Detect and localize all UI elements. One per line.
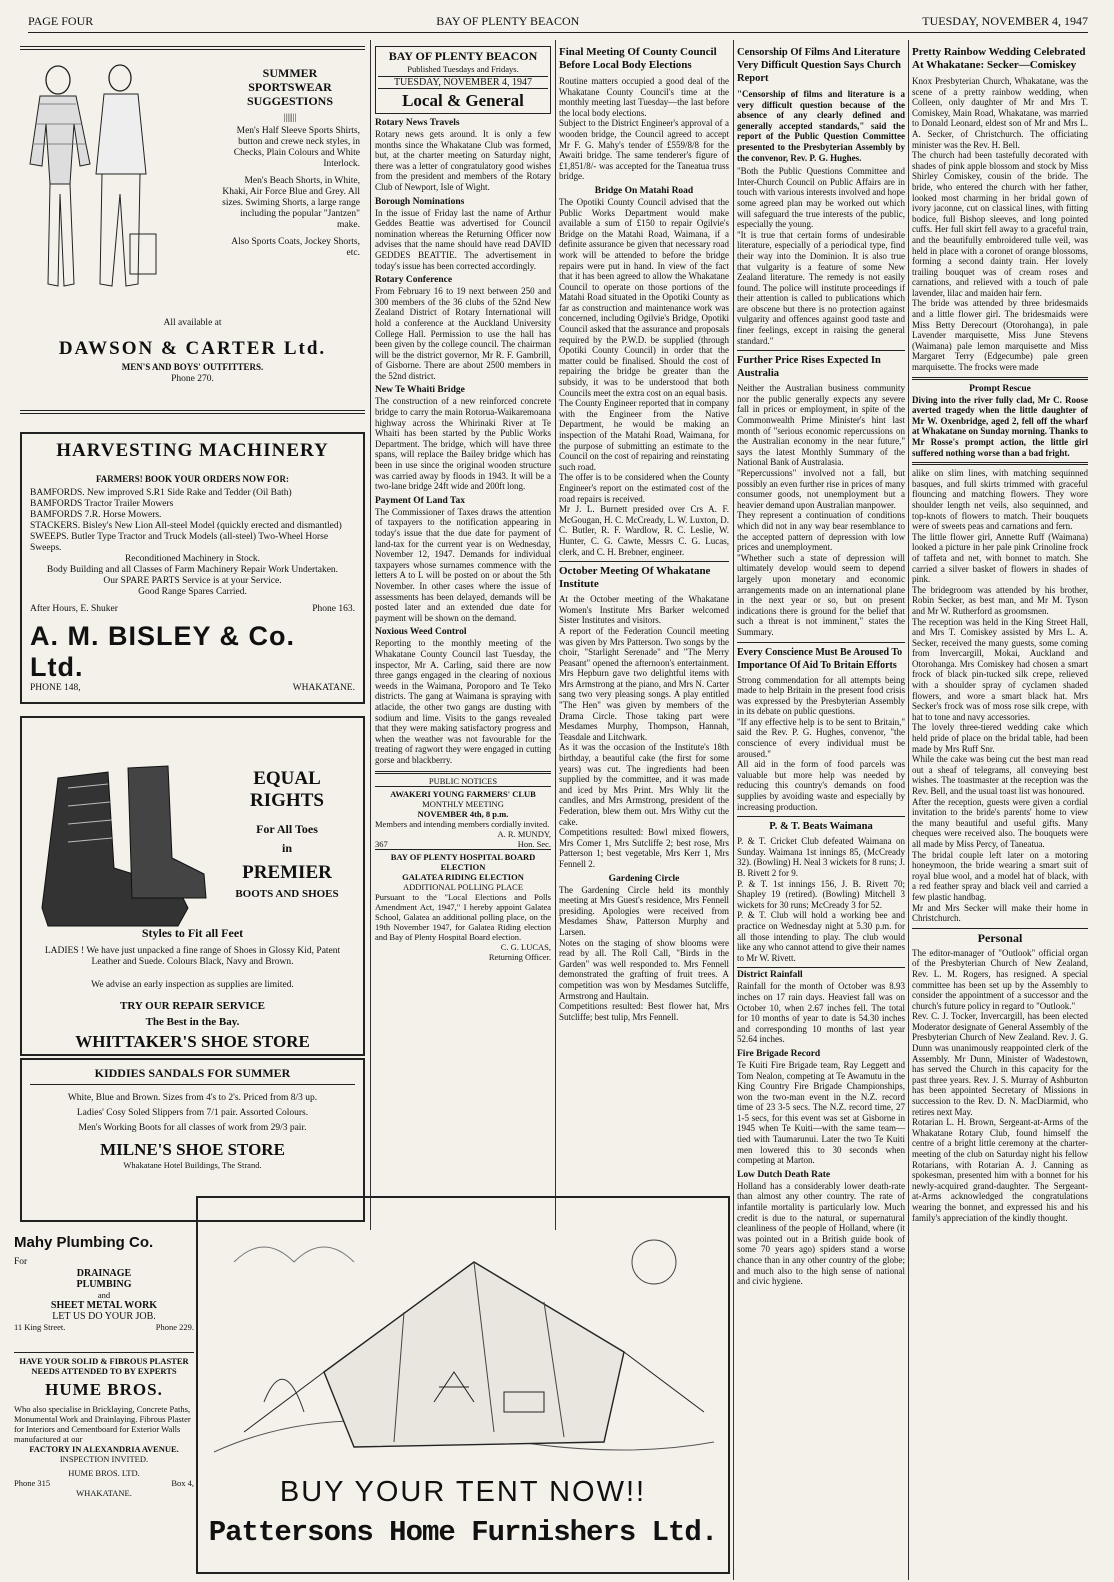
prices-r1: Neither the Australian business community nor the public generally expects any severe fall in prices or employment, in spite of the Commonwealth Prime Minister's hint last month of "serious economic repercussions on the Australian economy in the near future," says the latest Monthly Summary of the National Bank of Australasia. bbox=[737, 383, 905, 468]
institute-q3: As it was the occasion of the Institute's 18th birthday, a beautiful cake (the first for some years) was cut. The ingredients had been supplied by the committee, and it was made and iced by Mrs Print. Mrs Whly lit the candles, and Mrs Armstrong, president of the Federation, blew them out. Mrs Withy cut the cake. bbox=[559, 742, 729, 827]
notice-when: NOVEMBER 4th, 8 p.m. bbox=[417, 809, 509, 820]
bisley-phone: Phone 163. bbox=[312, 604, 355, 614]
bisley-line-9: Good Range Spares Carried. bbox=[138, 587, 247, 597]
notice-club: AWAKERI YOUNG FARMERS' CLUB bbox=[375, 786, 551, 799]
county-p4: The County Engineer reported that in company with the Engineer from the Native Department, he would be making an inspection of the Matahi Road, Waimana, for the purpose of submitting an estimate to the Council on the cost of repairing and reinstating such road. bbox=[559, 398, 729, 472]
fire-sub: Fire Brigade Record bbox=[737, 1048, 821, 1059]
mahy-plumbing: PLUMBING bbox=[76, 1279, 132, 1290]
rainfall-text: Rainfall for the month of October was 8.93 inches on 17 rain days. Heaviest fall was on October 10, when 2.67 inches fell. The total for 10 months of year to date is 54.30 inches and corresponding 10 months of last year 52.64 inches. bbox=[737, 981, 905, 1045]
item-text: The construction of a new reinforced concrete bridge to carry the main Rotorua-Waikaremoana highway across the Whirinaki River at Te Whaiti has been started by the Public Works Department. The bridge, which will have three spans, will replace the Bailey bridge which has been in use since the original wooden structure was carried away by floods in 1943. It will be a two-lane bridge 24ft wide and 200ft long. bbox=[375, 396, 551, 492]
censor-p2: "It is true that certain forms of undesirable literature, especially of a periodical type, find their way into the Dominion. It is also true that vulgarity is a feature of some New Zealand literature. The remedy is not easily found. The police will institute proceedings if their attention is called to publications which are obscene but there is no protection against vulgarity and offences against good taste and finer feelings, except in raising the general standard." bbox=[737, 229, 905, 346]
public-notices-heading: PUBLIC NOTICES bbox=[375, 771, 551, 786]
wedding-p11: The bridal couple left later on a motoring honeymoon, the bride wearing a smart suit of royal blue wool, and a model hat of black, with a red feather spray and black veil and carried a few plastic handbag. bbox=[912, 849, 1088, 902]
boots-illustration bbox=[28, 758, 208, 948]
conscience-s1: Strong commendation for all attempts being made to help Britain in the present food crisis was expressed by the Presbyterian Assembly in its debate on public questions. bbox=[737, 674, 905, 717]
institute-q2: A report of the Federation Council meeting was given by Mrs Patterson. Two songs by the choir, "Starlight Serenade" and "The Merry Peasant" opened the afternoon's entertainment. Mrs Hepburn gave two delightful items with Mrs Armstrong at the piano, and Mrs N. Carter sang two very pleasing songs. A play entitled "The Hen" was given by members of the Drama Circle. Those taking part were Mesdames Murphy, Thompson, Hannah, Teasdale and Litchwark. bbox=[559, 625, 729, 742]
wedding-p10: After the reception, guests were given a cordial invitation to the bride's parents' home to view the many beautiful and useful gifts. Many cheques were received also. The bouquets were all made by Miss Percy, of Taneatua. bbox=[912, 796, 1088, 849]
item-heading: New Te Whaiti Bridge bbox=[375, 385, 465, 396]
hume-body: Who also specialise in Bricklaying, Concrete Paths, Monumental Work and Drainlaying. Fibrous Plaster for Interiors and Cementboard for Exterior Walls manufactured at our bbox=[14, 1404, 191, 1444]
dawson-coats: Also Sports Coats, Jockey Shorts, etc. bbox=[231, 237, 360, 258]
mahy-drainage: DRAINAGE bbox=[76, 1268, 132, 1279]
whittaker-repair: TRY OUR REPAIR SERVICE bbox=[120, 1000, 265, 1012]
county-sub-bridge: Bridge On Matahi Road bbox=[594, 185, 694, 196]
pattersons-firm: Pattersons Home Furnishers Ltd. bbox=[208, 1516, 718, 1549]
mahy-job: LET US DO YOUR JOB. bbox=[52, 1311, 156, 1322]
dawson-shorts: Men's Beach Shorts, in White, Khaki, Air Force Blue and Grey. All sizes. Swiming Shorts, a large range including the popular "Jantzen" make. bbox=[222, 176, 360, 230]
item-heading: Rotary News Travels bbox=[375, 118, 460, 128]
whittaker-firm: WHITTAKER'S SHOE STORE bbox=[75, 1032, 310, 1051]
mahy-phone: Phone 229. bbox=[155, 1322, 194, 1332]
personal-heading: Personal bbox=[912, 928, 1088, 945]
hume-phone: Phone 315 bbox=[14, 1478, 51, 1488]
milne-line-3: Men's Working Boots for all classes of work from 29/3 pair. bbox=[78, 1123, 307, 1133]
institute-title: October Meeting Of Whakatane Institute bbox=[559, 561, 729, 591]
notice-lucas: C. G. LUCAS, bbox=[500, 942, 551, 953]
notice-sec: Hon. Sec. bbox=[517, 839, 551, 850]
item-text: The Commissioner of Taxes draws the attention of taxpayers to the notification appearing in today's issue that the due date for payment of land-tax for the current year is on Wednesday, November 12, 1947. Demands for individual taxpayers whose surnames commence with the letters A to L will be posted on or about the 5th November. In other cases where the issue of assessments has been delayed, demands will be posted later and an extended due date for payment will be shown on the demand. bbox=[375, 506, 551, 623]
mahy-and: and bbox=[97, 1290, 111, 1300]
county-p3: The Opotiki County Council advised that the Public Works Department would make available a sum of £150 to repair Ogilvie's Bridge on the Matahi Road, Waimana, if a definite assurance be given that necessary road work will be attended to before the bridge repairs were put in hand. In view of the fact that it has been agreed to allow the Whakatane Council to operate on those portions of the Matahi Road situated in the Opotiki County as far as construction and maintenance work was concerned, including Ogilvie's Bridge, Opotiki Council asked that the assurance and proposals required by the P.W.D. be supplied (through Opotiki County Council) in order that the matter could be finalised. Should the cost of repairing the bridge be greater than the subsidy, it was to be understood that both Councils meet the extra cost on an equal basis. bbox=[559, 196, 729, 398]
ad-hume bbox=[14, 1352, 194, 1579]
fire-text: Te Kuiti Fire Brigade team, Ray Leggett and Tom Nealon, competing at Te Awamutu in the King Country Fire Brigade Championships, won the two-man event in the N.Z. record time of 23 3-5 secs. The N.Z. record time, 27 1-5 secs, for this event was set at Gisborne in 1945 when Te Kuiti—with the same team—tied with Taumarunui. Later the two Te Kuiti men lowered this to 30 seconds when competing at Marton. bbox=[737, 1059, 905, 1166]
column-county-council bbox=[559, 46, 729, 1192]
bisley-line-6: Reconditioned Machinery in Stock. bbox=[124, 554, 261, 564]
conscience-s2: "If any effective help is to be sent to Britain," said the Rev. P. G. Hughes, convenor, "the conscience of every individual must be aroused." bbox=[737, 716, 905, 759]
milne-heading: KIDDIES SANDALS FOR SUMMER bbox=[30, 1066, 355, 1085]
milne-line-1: White, Blue and Brown. Sizes from 4's to 2's. Priced from 8/3 up. bbox=[67, 1093, 318, 1103]
institute-q1: At the October meeting of the Whakatane Women's Institute Mrs Barker welcomed Sister Institutes and visitors. bbox=[559, 594, 729, 626]
milne-firm: MILNE'S SHOE STORE bbox=[100, 1140, 285, 1159]
hume-heading: HAVE YOUR SOLID & FIBROUS PLASTER NEEDS ATTENDED TO BY EXPERTS bbox=[19, 1356, 189, 1376]
wedding-p5: The little flower girl, Annette Ruff (Waimana) looked a picture in her pale pink Crinoline frock of taffeta and net, with bonnet to match. She carried a silver basket of flowers in shades of pink. bbox=[912, 531, 1088, 585]
gardening-q7: Competitions resulted: Best flower hat, Mrs Sutcliffe; best tulip, Mrs Fennell. bbox=[559, 1001, 729, 1022]
bisley-heading: HARVESTING MACHINERY bbox=[56, 440, 329, 461]
cricket-title: P. & T. Beats Waimana bbox=[737, 816, 905, 833]
mahy-for: For bbox=[14, 1257, 28, 1267]
dawson-heading: SUMMER SPORTSWEAR SUGGESTIONS bbox=[246, 66, 334, 108]
dutch-sub: Low Dutch Death Rate bbox=[737, 1169, 831, 1180]
tent-illustration bbox=[204, 1202, 720, 1472]
rescue-text: Diving into the river fully clad, Mr C. Roose averted tragedy when the little daughter of Mr W. Oxenbridge, aged 2, fell off the wharf at Whakatane on Sunday morning. Thanks to Mr Rosse's prompt action, the little girl suffered nothing worse than a bad fright. bbox=[912, 394, 1088, 458]
bisley-line-1: BAMFORDS. New improved S.R1 Side Rake and Tedder (Oil Bath) bbox=[30, 488, 292, 498]
dawson-tag: MEN'S AND BOYS' OUTFITTERS. bbox=[121, 362, 264, 372]
wedding-p6: The bridegroom was attended by his brother, Robin Secker, as best man, and Mr M. Tyson and Mr W. Rutherford as groomsmen. bbox=[912, 584, 1088, 616]
prices-r2: "Repercussions" involved not a fall, but possibly an even further rise in prices of many consumer goods, not unemployment but a heavier demand upon Australian manpower. bbox=[737, 468, 905, 510]
wedding-p3: The bride was attended by three bridesmaids and a little flower girl. The bridesmaids were Miss Betty Derecourt (Otorohanga), in pale Lavender marquisette, Miss June Stevens (Waimana) pale lemon marquisette and Miss Margaret Terry (Edgecumbe) pale green marquisette. The frocks were made bbox=[912, 298, 1088, 373]
bisley-after-hours: After Hours, E. Shuker bbox=[30, 604, 118, 614]
beacon-published: Published Tuesdays and Fridays. bbox=[407, 64, 519, 74]
newspaper-name: BAY OF PLENTY BEACON bbox=[436, 14, 580, 28]
column-censorship bbox=[737, 46, 905, 1576]
prices-r3: They represent a continuation of conditions which did not in any way bear resemblance to the accepted pattern of depression with low prices and unemployment. bbox=[737, 510, 905, 553]
ad-mahy bbox=[14, 1234, 194, 1346]
bisley-line-5: SWEEPS. Butler Type Tractor and Truck Models (all-steel) Two-Wheel Horse Sweeps. bbox=[30, 532, 329, 553]
cricket-t1: P. & T. Cricket Club defeated Waimana on Sunday. Waimana 1st innings 85, (McCready 32). (Bowling) H. Neal 3 wickets for 8 runs; J. B. Rivett 2 for 9. bbox=[737, 836, 905, 878]
notice-number: 367 bbox=[375, 839, 388, 850]
milne-line-2: Ladies' Cosy Soled Slippers from 7/1 pair. Assorted Colours. bbox=[76, 1108, 309, 1118]
bisley-phone-2: PHONE 148, bbox=[30, 683, 81, 693]
item-heading: Payment Of Land Tax bbox=[375, 495, 466, 506]
pattersons-tent: BUY YOUR TENT NOW!! bbox=[279, 1476, 647, 1508]
county-p1: Routine matters occupied a good deal of the Whakatane County Council's time at the monthly meeting last Tuesday—the last before the local body elections. bbox=[559, 76, 729, 118]
prices-r4: "Whether such a state of depression will ultimately develop would seem to depend largely upon monetary and economic arrangements made on an international plane in the next year or so, but on present indications there is ground for the belief that such a threat is not imminent," states the Summary. bbox=[737, 552, 905, 637]
dawson-firm: DAWSON & CARTER Ltd. bbox=[58, 338, 327, 359]
wedding-p12: Mr and Mrs Secker will make their home in Christchurch. bbox=[912, 902, 1088, 924]
beacon-date: TUESDAY, NOVEMBER 4, 1947 bbox=[378, 76, 548, 89]
dawson-shirts: Men's Half Sleeve Sports Shirts, button and crewe neck styles, in Checks, Plain Colours and White Interlock. bbox=[233, 126, 360, 169]
item-text: From February 16 to 19 next between 250 and 300 members of the 36 clubs of the 52nd New Zealand District of Rotary International will hold a conference at the Auckland University College Hall. Permission to use the hall has been given by the college council. The chairman will be the district governor, Mr R. F. Gambrill, of Gisborne. There are about 2500 members in the 52nd district. bbox=[375, 286, 551, 381]
hume-firm: HUME BROS. bbox=[45, 1380, 163, 1399]
hume-factory: FACTORY IN ALEXANDRIA AVENUE. bbox=[29, 1444, 179, 1454]
mahy-sheet-metal: SHEET METAL WORK bbox=[50, 1300, 158, 1311]
mahy-firm: Mahy Plumbing Co. bbox=[14, 1234, 154, 1251]
hume-ltd: HUME BROS. LTD. bbox=[68, 1468, 140, 1478]
whittaker-rights: RIGHTS bbox=[250, 790, 324, 811]
bisley-line-4: STACKERS. Bisley's New Lion All-steel Model (quickly erected and dismantled) bbox=[30, 521, 342, 531]
personal-v3: Rotarian L. H. Brown, Sergeant-at-Arms of the Whakatane Rotary Club, found himself the centre of a bright little ceremony at the charter-meeting of the club on Saturday night his fellow Rotarians, with Rotarian A. J. Canning as spokesman, presented him with a bonnet for his newly-acquired grand-daughter. The Sergeant-at-Arms acknowledged the congratulations wearing the bonnet, and expressed his and his family's appreciation of the kindly thought. bbox=[912, 1117, 1088, 1223]
wedding-title: Pretty Rainbow Wedding Celebrated At Whakatane: Secker—Comiskey bbox=[912, 46, 1086, 71]
page-number: PAGE FOUR bbox=[28, 14, 94, 28]
whittaker-styles: Styles to Fit all Feet bbox=[141, 926, 244, 940]
rainfall-sub: District Rainfall bbox=[737, 967, 905, 980]
prices-title: Further Price Rises Expected In Australia bbox=[737, 350, 905, 380]
institute-q4: Competitions resulted: Bowl mixed flowers, Mrs Comer 1, Mrs Sutcliffe 2; best rose, Mrs Patterson 1; best vegetable, Mrs Kerr 1, Mrs Fennell 2. bbox=[559, 827, 729, 869]
gardening-sub: Gardening Circle bbox=[608, 873, 680, 884]
column-wedding bbox=[912, 46, 1088, 1576]
issue-date: TUESDAY, NOVEMBER 4, 1947 bbox=[922, 14, 1088, 28]
ad-whittaker bbox=[20, 716, 365, 1056]
notice-board: BAY OF PLENTY HOSPITAL BOARD ELECTION bbox=[375, 849, 551, 872]
county-p5: The offer is to be considered when the County Engineer's report on the estimated cost of the road repairs is received. bbox=[559, 472, 729, 504]
bisley-line-3: BAMFORDS 7.R. Horse Mowers. bbox=[30, 510, 162, 520]
censor-lead: "Censorship of films and literature is a very difficult question because of the absence of any clearly defined and generally accepted standards," said the report of the Public Question Committee presented to the Presbyterian Assembly by the convenor, Rev. P. G. Hughes. bbox=[737, 89, 905, 163]
item-text: Reporting to the monthly meeting of the Whakatane County Council last Tuesday, the inspector, Mr A. Carling, said there are now three gangs engaged in the clearing of noxious weeds in the Waimana, Poroporo and Te Teko districts. The gang at Waimana is spraying with atlacide, the other two gangs are dusting with sodium and lime. Visits to the gangs revealed that they were making satisfactory progress and when the weather was not favourable for the treating of ragwort they were engaged in cutting gorse and blackberry. bbox=[375, 638, 551, 765]
whittaker-toes: For All Toes bbox=[256, 822, 318, 836]
wedding-p9: While the cake was being cut the best man read out a sheaf of telegrams, all conveying best wishes. The toastmaster at the reception was the Rev. Bell, and the usual toast list was honoured. bbox=[912, 754, 1088, 796]
ad-pattersons bbox=[196, 1196, 730, 1574]
censor-p1: "Both the Public Questions Committee and Inter-Church Council on Public Affairs are in touch with various interests involved and hope some agreed plan may be worked out which will safeguard the true interests of the public, especially the young. bbox=[737, 166, 905, 230]
notice-sign: A. R. MUNDY, bbox=[497, 829, 551, 840]
rescue-heading: Prompt Rescue bbox=[969, 383, 1031, 394]
censor-title: Censorship Of Films And Literature Very Difficult Question Says Church Report bbox=[737, 47, 901, 84]
bisley-firm: A. M. BISLEY & Co. Ltd. bbox=[30, 621, 296, 682]
notice-monthly: MONTHLY MEETING bbox=[422, 799, 504, 810]
item-text: Rotary news gets around. It is only a few months since the Whakatane Club was formed, but, at the charter meeting on Saturday night, there was a letter of congratulatory good wishes from the president and members of the Rotary Club of Newport, Isle of Wight. bbox=[375, 129, 551, 192]
beacon-title: BAY OF PLENTY BEACON bbox=[388, 49, 538, 63]
conscience-s3: All aid in the form of food parcels was valuable but more help was needed by reducing this country's demands on food supplies by avoiding waste and especially by increasing production. bbox=[737, 759, 905, 812]
whittaker-ladies: LADIES ! We have just unpacked a fine range of Shoes in Glossy Kid, Patent Leather and Suede. Colours Black, Navy and Brown. bbox=[44, 946, 341, 967]
dutch-text: Holland has a considerably lower death-rate than almost any other country. The rate of infantile mortality is particularly low. Much credit is due to the natural, or supernatural cleanliness of the people of Holland, where (it was pointed out in a British guide book of some 70 years ago) spiders stand a worse chance than in any other country of the globe; and much also to the high sense of national and civic hygiene. bbox=[737, 1180, 905, 1287]
whittaker-in: in bbox=[281, 841, 292, 855]
hume-box: Box 4, bbox=[171, 1478, 194, 1488]
notice-invite: Members and intending members cordially invited. bbox=[375, 819, 550, 830]
county-p2: Subject to the District Engineer's approval of a wooden bridge, the Council agreed to accept Mr F. G. Mahy's tender of £559/8/8 for the Awaiti bridge. The same tenderer's figure of £1,851/8/- was accepted for the Taneatua truss bridge. bbox=[559, 118, 729, 182]
gardening-q5: The Gardening Circle held its monthly meeting at Mrs Guest's residence, Mrs Fennell presiding. Apologies were received from Mesdames Shaw, Patterson Murphy and Larsen. bbox=[559, 884, 729, 937]
wedding-p4: alike on slim lines, with matching sequinned basques, and full skirts trimmed with graceful flouncing and matching flowers. They wore shoulder length net veils, also sequinned, and top-knots of flowers to match. Their bouquets were of sweets peas and carnations and fern. bbox=[912, 468, 1088, 532]
whittaker-boots: BOOTS AND SHOES bbox=[235, 888, 339, 900]
whittaker-equal: EQUAL bbox=[253, 768, 321, 789]
notice-additional: ADDITIONAL POLLING PLACE bbox=[402, 882, 524, 893]
hume-invite: INSPECTION INVITED. bbox=[59, 1454, 149, 1464]
personal-v1: The editor-manager of "Outlook" official organ of the Presbyterian Church of New Zealand, Rev. L. M. Rogers, has resigned. A special committee has been set up by the Assembly to consider the appointment of a successor and the church's future policy in regard to "Outlook." bbox=[912, 947, 1088, 1011]
item-heading: Rotary Conference bbox=[375, 275, 453, 286]
personal-v2: Rev. C. J. Tocker, Invercargill, has been elected Moderator designate of General Assembly of the Presbyterian Church of New Zealand. Rev. J. G. Dunn was unanimously reappointed clerk of the Assembly. Mr Dunn, Minister of Wadestown, has served the Church in this capacity for the past three years. Rev. J. S. Murray of Ashburton has been appointed Secretary of Missions in succession to the Rev. D. N. MacDiarmid, who retires next May. bbox=[912, 1011, 1088, 1117]
sportswear-illustration bbox=[20, 54, 170, 304]
gardening-q6: Notes on the staging of show blooms were read by all. The Roll Call, "Birds in the Garden" was well responded to. Mrs Fennell demonstrated the grafting of fruit trees. A competition was won by Mesdames Sutcliffe, Armstrong and Haultain. bbox=[559, 937, 729, 1001]
wedding-p2: The church had been tastefully decorated with shades of pink apple blossom and stock by Miss Shirley Comiskey, cousin of the bride. The bride, who entered the church with her father, looked most charming in her bridal gown of ivory jaconne, cut on classical lines, with fitting bodice, full Bishop sleeves, and long pointed cuffs. Her full skirt fell away to a graceful train, and the beautifully embroidered tulle veil, was held in place with a coronet of orange blossoms, forming a second dainty train. Her lovely trailing bouquet was of cream roses and carnations, and relieved with a touch of pale lavender, lilac and maiden hair fern. bbox=[912, 150, 1088, 298]
bisley-line-8: Our SPARE PARTS Service is at your Service. bbox=[103, 576, 282, 586]
notice-returning-officer: Returning Officer. bbox=[488, 952, 551, 963]
mahy-street: 11 King Street. bbox=[14, 1322, 66, 1332]
item-heading: Borough Nominations bbox=[375, 196, 465, 207]
item-heading: Noxious Weed Control bbox=[375, 627, 467, 638]
county-title: Final Meeting Of County Council Before Local Body Elections bbox=[559, 46, 717, 71]
ad-dawson-carter: SUMMER SPORTSWEAR SUGGESTIONS ||||||| Men's Half Sleeve Sports Shirts, button and crewe neck styles, in Checks, Plain Colours and White Interlock. Men's Beach Shorts, in White, Khaki, Air Force Blue and Grey. All sizes. Swiming Shorts, a large range including the popular "Jantzen" make. Also Sports Coats, Jockey Shorts, etc. All available at DAWSON & CARTER Ltd. MEN'S AND BOYS' OUTFITTERS. Phone 270. bbox=[20, 46, 365, 386]
hume-town: WHAKATANE. bbox=[76, 1488, 132, 1498]
wedding-p8: The lovely three-tiered wedding cake which held pride of place on the bridal table, had been made by Mrs Ruff Snr. bbox=[912, 722, 1088, 754]
notice-riding: GALATEA RIDING ELECTION bbox=[402, 872, 524, 883]
cricket-t2: P. & T. 1st innings 156, J. B. Rivett 70; Shapley 19 (retired). (Bowling) Mitchell 3 wickets for 30 runs; McCready 3 for 52. bbox=[737, 878, 905, 910]
whittaker-advise: We advise an early inspection as supplies are limited. bbox=[91, 980, 294, 990]
local-general-title: Local & General bbox=[402, 91, 524, 110]
conscience-title: Every Conscience Must Be Aroused To Importance Of Aid To Britain Efforts bbox=[737, 642, 905, 672]
dawson-available: All available at bbox=[163, 318, 222, 328]
ad-bisley bbox=[20, 432, 365, 704]
wedding-p1: Knox Presbyterian Church, Whakatane, was the scene of a pretty rainbow wedding, when Colleen, only daughter of Mr and Mrs T. Comiskey, Main Road, Whakatane, was married to Donald Leonard, eldest son of Mr and Mrs L. A. Secker, of Christchurch. The officiating minister was the Rev. H. Bell. bbox=[912, 76, 1088, 150]
wedding-p7: The reception was held in the King Street Hall, and Mrs T. Comiskey assisted by Mrs L. A. Secker, received the many guests, some coming from Invercargill, Mokai, Auckland and Otorohanga. Mrs Comiskey had chosen a smart frock of black pin-tucked silk crepe, relieved with a shoulder spray of cyclamen shaded flowers, and wore a smart black hat. Mrs Secker's frock was of moss rose silk crepe, with hat to tone and navy accessories. bbox=[912, 616, 1088, 722]
notice-pursuant: Pursuant to the "Local Elections and Polls Amendment Act, 1947," I hereby appoint Galatea School, Galatea an additional polling place, on the 19th November 1947, for Galatea Riding election and Bay of Plenty Hospital Board election. bbox=[375, 892, 551, 943]
item-text: In the issue of Friday last the name of Arthur Geddes Beattie was advertised for Council nomination whereas the Returning Officer now advises that the name should have read DAVID GEDDES BEATTIE. The advertisement in today's issue has been corrected accordingly. bbox=[375, 207, 551, 271]
milne-address: Whakatane Hotel Buildings, The Strand. bbox=[123, 1160, 262, 1170]
column-local-general bbox=[375, 46, 551, 1192]
bisley-line-7: Body Building and all Classes of Farm Machinery Repair Work Undertaken. bbox=[46, 565, 339, 575]
page-masthead bbox=[28, 14, 1088, 33]
whittaker-best: The Best in the Bay. bbox=[145, 1016, 240, 1028]
whittaker-premier: PREMIER bbox=[242, 862, 332, 883]
bisley-town: WHAKATANE. bbox=[292, 683, 355, 693]
dawson-phone: Phone 270. bbox=[171, 374, 214, 384]
cricket-t3: P. & T. Club will hold a working bee and practice on Wednesday night at 5.30 p.m. for all those intending to play. The club would like any who cannot attend to give their names to Mr W. Rivett. bbox=[737, 910, 905, 963]
county-p6: Mr J. L. Burnett presided over Crs A. F. McGougan, H. C. McCready, L. W. Luxton, D. C. Butler, R. F. Wardlow, R. C. Leslie, W. Hunter, C. G. Cawte, Messrs C. G. Lucas, clerk, and C. H. Brebner, engineer. bbox=[559, 504, 729, 557]
bisley-sub: FARMERS! BOOK YOUR ORDERS NOW FOR: bbox=[95, 474, 290, 484]
bisley-line-2: BAMFORDS Tractor Trailer Mowers bbox=[30, 499, 174, 509]
